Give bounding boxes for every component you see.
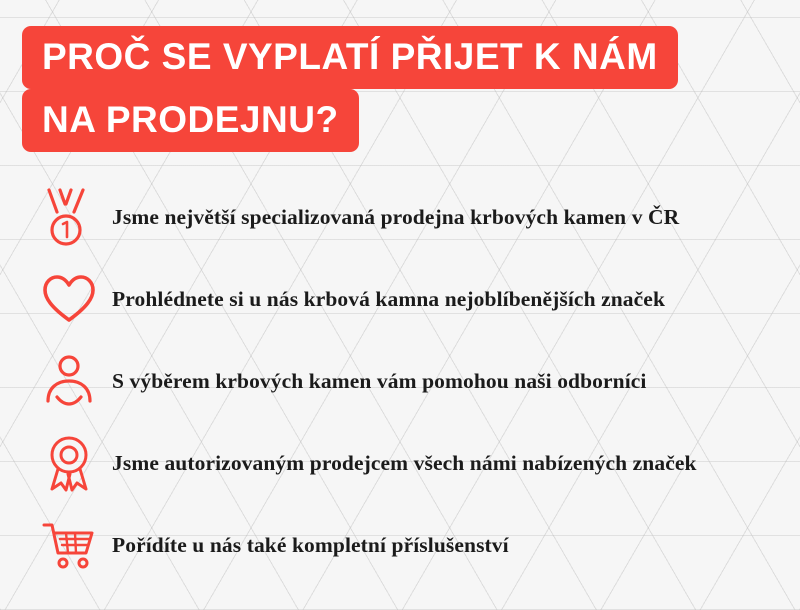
list-item (26, 258, 780, 340)
benefit-label: Jsme autorizovaným prodejcem všech námi nabízených značek (112, 450, 697, 475)
person-support-icon (26, 346, 112, 416)
award-rosette-icon (26, 428, 112, 498)
shopping-cart-icon (26, 510, 112, 580)
headline-line-2: NA PRODEJNU? (22, 89, 359, 152)
list-item (26, 340, 780, 422)
medal-ribbon-number-one-icon (26, 182, 112, 252)
list-item (26, 176, 780, 258)
benefit-label: Jsme největší specializovaná prodejna krbových kamen v ČR (112, 204, 680, 229)
list-item (26, 422, 780, 504)
benefit-label: S výběrem krbových kamen vám pomohou naši odborníci (112, 368, 647, 393)
benefit-label: Prohlédnete si u nás krbová kamna nejoblíbenějších značek (112, 286, 666, 311)
heart-icon (26, 264, 112, 334)
headline-line-1: PROČ SE VYPLATÍ PŘIJET K NÁM (22, 26, 678, 89)
list-item (26, 504, 780, 586)
benefits-list (0, 176, 800, 586)
page-title (0, 0, 800, 152)
benefit-label: Pořídíte u nás také kompletní příslušenství (112, 532, 509, 557)
